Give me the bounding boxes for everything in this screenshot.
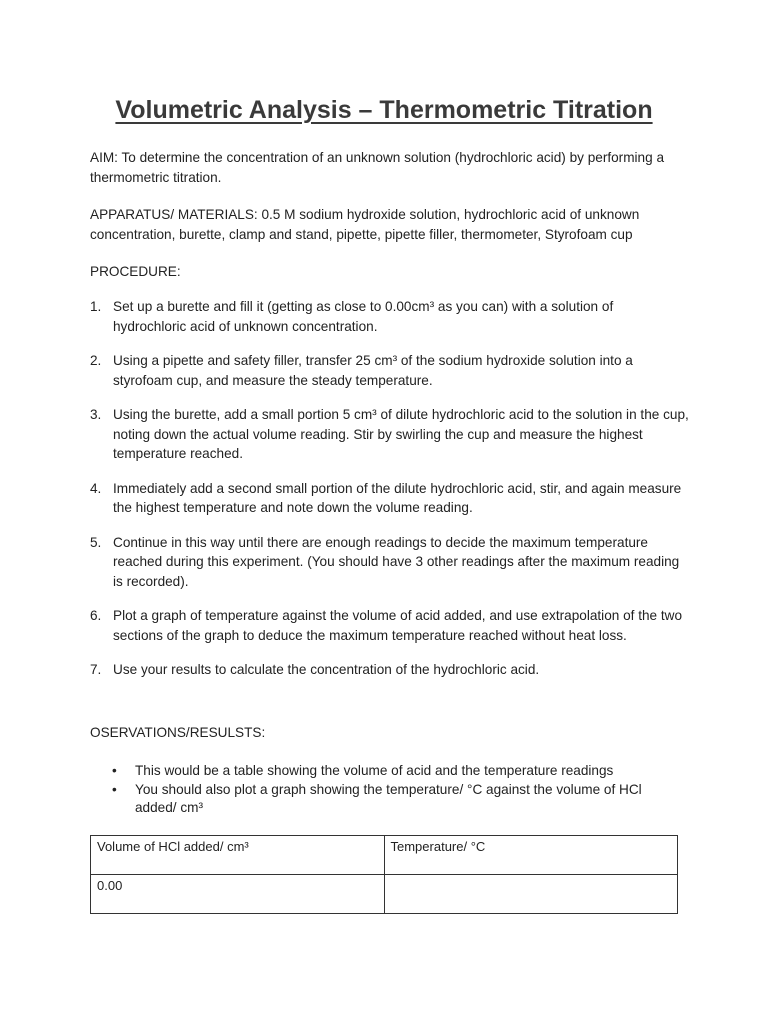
step-text: Use your results to calculate the concentration of the hydrochloric acid. bbox=[113, 662, 540, 677]
step-number: 7. bbox=[90, 662, 102, 677]
bullet-text: You should also plot a graph showing the temperature/ °C against the volume of HCl added/ cm³ bbox=[135, 781, 642, 815]
procedure-step bbox=[90, 660, 690, 680]
step-number: 3. bbox=[90, 407, 102, 422]
table-row bbox=[91, 875, 678, 914]
step-text: Plot a graph of temperature against the volume of acid added, and use extrapolation of the two sections of the graph to deduce the maximum temperature reached without heat loss. bbox=[113, 608, 683, 643]
step-number: 1. bbox=[90, 299, 102, 314]
results-table bbox=[90, 835, 678, 914]
step-text: Continue in this way until there are enough readings to decide the maximum temperature reached during this experiment. (You should have 3 other readings after the maximum reading is recorded). bbox=[113, 534, 680, 589]
page-title: Volumetric Analysis – Thermometric Titration bbox=[115, 96, 653, 124]
step-number: 2. bbox=[90, 353, 102, 368]
observations-bullets bbox=[112, 762, 672, 818]
procedure-step bbox=[90, 533, 690, 592]
column-header-temperature: Temperature/ °C bbox=[384, 836, 678, 875]
bullet-text: This would be a table showing the volume of acid and the temperature readings bbox=[135, 763, 614, 778]
procedure-step bbox=[90, 405, 690, 464]
step-text: Using the burette, add a small portion 5 cm³ of dilute hydrochloric acid to the solution in the cup, noting down the actual volume reading. Stir by swirling the cup and measure the highest temperature reached. bbox=[113, 407, 689, 461]
step-number: 4. bbox=[90, 480, 102, 496]
column-header-volume: Volume of HCl added/ cm³ bbox=[91, 836, 385, 875]
step-number: 6. bbox=[90, 608, 102, 623]
bullet-icon: • bbox=[112, 781, 117, 797]
step-text: Immediately add a second small portion of the dilute hydrochloric acid, stir, and again measure the highest temperature and note down the volume reading. bbox=[113, 480, 682, 515]
bullet-item bbox=[112, 762, 672, 781]
procedure-steps bbox=[90, 297, 690, 695]
observations-heading: OSERVATIONS/RESULSTS: bbox=[90, 725, 266, 740]
bullet-icon: • bbox=[112, 763, 117, 778]
step-number: 5. bbox=[90, 534, 102, 550]
step-text: Set up a burette and fill it (getting as close to 0.00cm³ as you can) with a solution of hydrochloric acid of unknown concentration. bbox=[113, 299, 614, 334]
table-cell-temperature bbox=[384, 875, 678, 914]
procedure-step bbox=[90, 351, 690, 390]
step-text: Using a pipette and safety filler, transfer 25 cm³ of the sodium hydroxide solution into a styrofoam cup, and measure the steady temperature. bbox=[113, 353, 633, 388]
table-header-row bbox=[91, 836, 678, 875]
aim-paragraph: AIM: To determine the concentration of an unknown solution (hydrochloric acid) by performing a thermometric titration. bbox=[90, 150, 665, 185]
procedure-step bbox=[90, 606, 690, 645]
bullet-item bbox=[112, 781, 672, 818]
procedure-step bbox=[90, 479, 690, 518]
procedure-heading: PROCEDURE: bbox=[90, 264, 181, 279]
table-cell-volume: 0.00 bbox=[91, 875, 385, 914]
procedure-step bbox=[90, 297, 690, 336]
apparatus-paragraph: APPARATUS/ MATERIALS: 0.5 M sodium hydroxide solution, hydrochloric acid of unknown concentration, burette, clamp and stand, pipette, pipette filler, thermometer, Styrofoam cup bbox=[90, 207, 640, 242]
